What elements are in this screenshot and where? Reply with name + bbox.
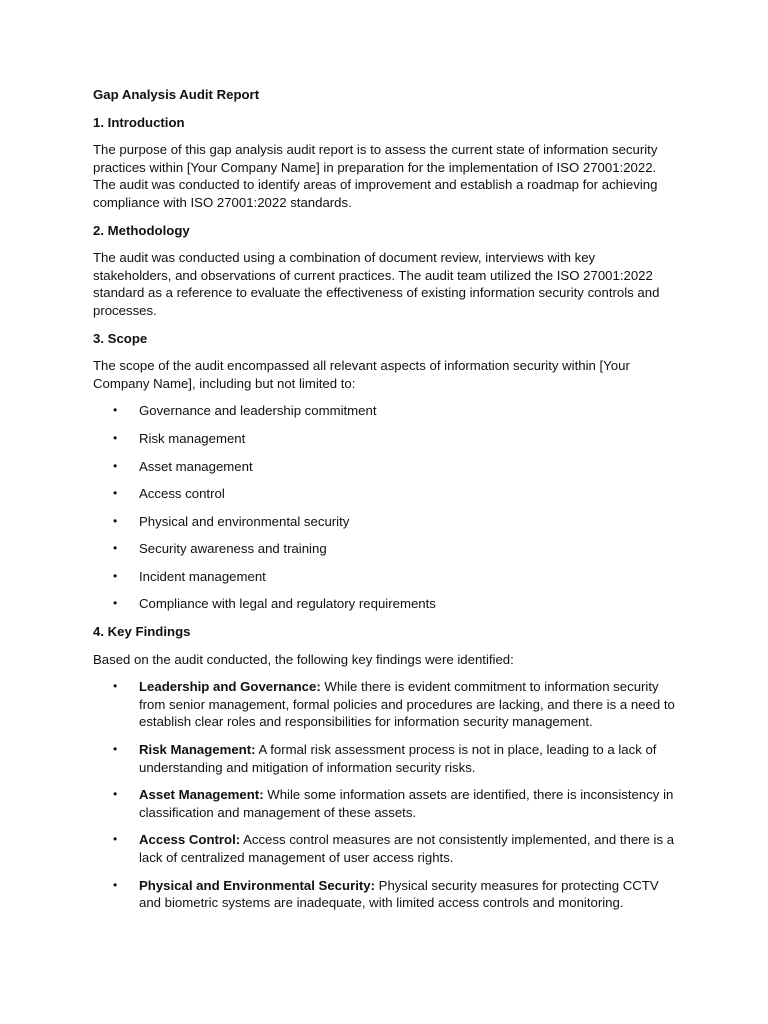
finding-item <box>93 831 677 866</box>
list-item <box>93 430 677 448</box>
finding-text: While some information assets are identified, there is inconsistency in classification and management of these assets. <box>139 787 674 820</box>
document-page <box>93 86 677 922</box>
finding-label: Leadership and Governance: <box>139 679 321 695</box>
finding-text: Physical security measures for protecting CCTV and biometric systems are inadequate, with limited access controls and monitoring. <box>139 877 659 911</box>
finding-item <box>93 741 677 776</box>
section-heading-key-findings: 4. Key Findings <box>93 624 191 640</box>
list-item <box>93 402 677 420</box>
finding-item <box>93 877 677 912</box>
finding-text: While there is evident commitment to information security from senior management, formal policies and procedures are lacking, and there is a need to establish clear roles and responsibilities for information security management. <box>139 679 675 730</box>
scope-paragraph: The scope of the audit encompassed all relevant aspects of information security within [Your Company Name], including but not limited to: <box>93 358 630 391</box>
bullet-icon: • <box>113 458 118 473</box>
finding-label: Asset Management: <box>139 787 264 803</box>
list-item <box>93 595 677 613</box>
bullet-icon: • <box>113 832 118 847</box>
bullet-icon: • <box>113 596 118 611</box>
methodology-paragraph: The audit was conducted using a combination of document review, interviews with key stakeholders, and observations of current practices. The audit team utilized the ISO 27001:2022 standard as a reference to evaluate the effectiveness of existing information security controls and processes. <box>93 250 660 318</box>
finding-text: Access control measures are not consistently implemented, and there is a lack of centralized management of user access rights. <box>139 832 675 865</box>
bullet-icon: • <box>113 513 118 528</box>
introduction-paragraph: The purpose of this gap analysis audit report is to assess the current state of information security practices within [Your Company Name] in preparation for the implementation of ISO 27001:2022. The audit was conducted to identify areas of improvement and establish a roadmap for achieving compliance with ISO 27001:2022 standards. <box>93 142 658 210</box>
list-item-text: Asset management <box>139 458 253 474</box>
scope-list <box>93 402 677 613</box>
list-item-text: Access control <box>139 486 225 502</box>
section-heading-introduction: 1. Introduction <box>93 114 185 130</box>
findings-paragraph: Based on the audit conducted, the following key findings were identified: <box>93 651 514 667</box>
bullet-icon: • <box>113 541 118 556</box>
bullet-icon: • <box>113 403 118 418</box>
bullet-icon: • <box>113 877 118 892</box>
finding-item <box>93 786 677 821</box>
list-item-text: Risk management <box>139 430 246 446</box>
finding-text: A formal risk assessment process is not in place, leading to a lack of understanding and mitigation of information security risks. <box>139 742 657 775</box>
bullet-icon: • <box>113 742 118 757</box>
bullet-icon: • <box>113 568 118 583</box>
finding-label: Access Control: <box>139 832 241 848</box>
section-heading-scope: 3. Scope <box>93 330 148 346</box>
finding-label: Physical and Environmental Security: <box>139 877 375 893</box>
document-title: Gap Analysis Audit Report <box>93 87 260 102</box>
bullet-icon: • <box>113 430 118 445</box>
list-item <box>93 568 677 586</box>
list-item-text: Physical and environmental security <box>139 513 350 529</box>
list-item-text: Governance and leadership commitment <box>139 403 377 419</box>
findings-list <box>93 678 677 912</box>
bullet-icon: • <box>113 787 118 802</box>
section-heading-methodology: 2. Methodology <box>93 222 190 238</box>
list-item <box>93 513 677 531</box>
finding-item <box>93 678 677 731</box>
finding-label: Risk Management: <box>139 742 256 758</box>
bullet-icon: • <box>113 486 118 501</box>
list-item <box>93 458 677 476</box>
list-item-text: Compliance with legal and regulatory requirements <box>139 596 436 612</box>
bullet-icon: • <box>113 679 118 694</box>
list-item <box>93 485 677 503</box>
list-item-text: Security awareness and training <box>139 541 327 557</box>
list-item <box>93 540 677 558</box>
list-item-text: Incident management <box>139 568 266 584</box>
